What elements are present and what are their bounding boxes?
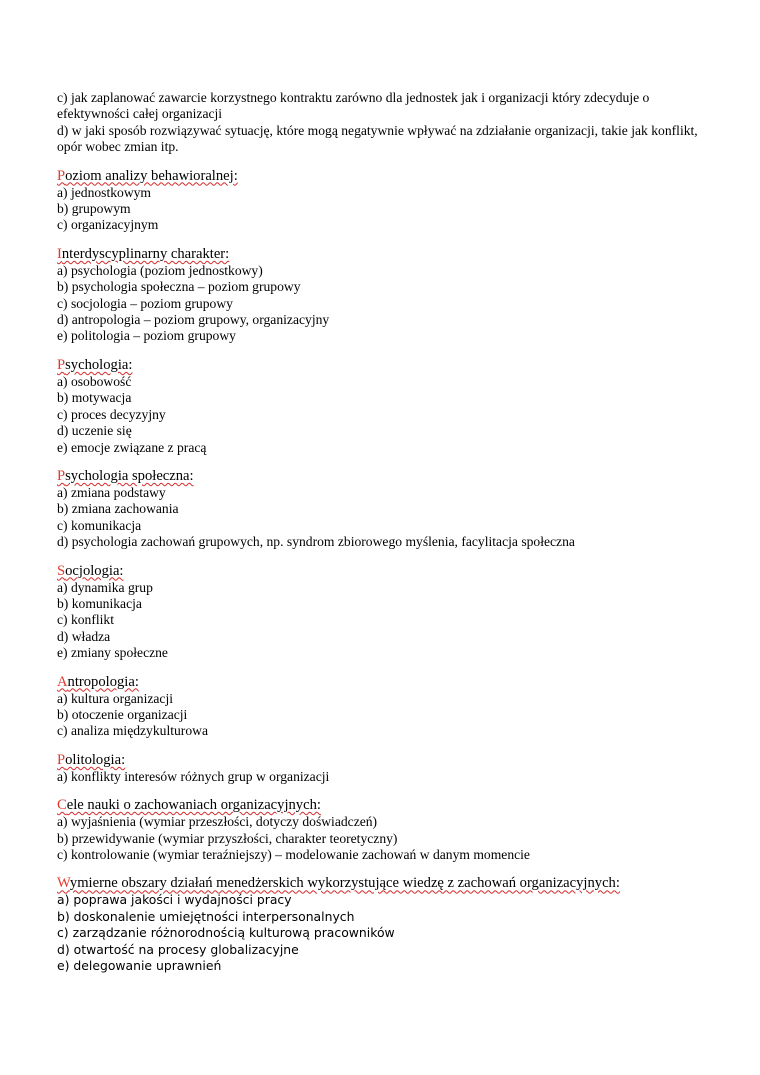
section-heading [57,246,712,263]
section-heading [57,468,712,485]
list-item: b) motywacja [57,390,132,406]
list-item: d) uczenie się [57,423,132,439]
list-item: a) zmiana podstawy [57,484,166,500]
list-item: c) zarządzanie różnorodnością kulturową pracowników [57,925,395,941]
section-cele-nauki [57,797,712,863]
document-body [57,90,712,974]
list-item: b) zmiana zachowania [57,501,179,517]
list-item: d) psychologia zachowań grupowych, np. syndrom zbiorowego myślenia, facylitacja społeczna [57,534,575,550]
list-item: c) konflikt [57,612,115,628]
section-psychologia-spoleczna [57,468,712,551]
list-item: b) doskonalenie umiejętności interpersonalnych [57,908,355,924]
heading-text: nterdyscyplinarny charakter: [61,245,230,262]
heading-text: ymierne obszary działań menedżerskich wykorzystujące wiedzę z zachowań organizacyjnych: [69,875,620,892]
list-item: c) proces decyzyjny [57,406,166,422]
list-item: a) psychologia (poziom jednostkowy) [57,262,263,278]
list-item: c) kontrolowanie (wymiar teraźniejszy) – modelowanie zachowań w danym momencie [57,847,530,862]
list-item: b) komunikacja [57,595,142,611]
list-item: d) otwartość na procesy globalizacyjne [57,941,299,957]
section-heading [57,674,712,691]
heading-initial: C [57,797,67,814]
list-item: a) poprawa jakości i wydajności pracy [57,892,292,908]
heading-initial: P [57,167,66,184]
list-item: a) osobowość [57,373,132,389]
heading-text: olitologia: [65,751,126,768]
section-heading [57,357,712,374]
intro-line-d: d) w jaki sposób rozwiązywać sytuację, które mogą negatywnie wpływać na zdziałanie organizacji, takie jak konflikt, opór wobec zmian itp. [57,122,698,155]
heading-text: sychologia: [65,356,133,373]
list-item: a) konflikty interesów różnych grup w organizacji [57,768,330,784]
heading-initial: I [57,245,62,262]
list-item: a) dynamika grup [57,579,153,595]
list-item: b) otoczenie organizacji [57,706,188,722]
heading-text: sychologia społeczna: [65,467,194,484]
list-item: c) organizacyjnym [57,217,159,233]
heading-text: ntropologia: [67,673,139,690]
heading-text: ocjologia: [65,562,124,579]
list-item: c) analiza międzykulturowa [57,723,208,739]
section-psychologia [57,357,712,456]
section-heading [57,797,712,814]
heading-initial: W [57,875,70,892]
list-item: e) delegowanie uprawnień [57,958,222,974]
list-item: c) socjologia – poziom grupowy [57,295,233,311]
heading-text: oziom analizy behawioralnej: [65,167,238,184]
list-item: e) politologia – poziom grupowy [57,328,236,344]
list-item: b) grupowym [57,201,131,217]
section-heading [57,752,712,769]
section-heading [57,563,712,580]
list-item: e) emocje związane z pracą [57,439,207,455]
section-heading [57,168,712,185]
intro-line-c: c) jak zaplanować zawarcie korzystnego kontraktu zarówno dla jednostek jak i organizacji który zdecyduje o efektywności całej organizacji [57,90,650,122]
heading-initial: S [57,562,66,579]
heading-text: ele nauki o zachowaniach organizacyjnych: [66,797,321,814]
section-heading [57,875,712,892]
list-item: b) przewidywanie (wymiar przyszłości, charakter teoretyczny) [57,830,398,846]
list-item: e) zmiany społeczne [57,645,168,661]
section-antropologia [57,674,712,740]
list-item: a) kultura organizacji [57,690,173,706]
list-item: d) władza [57,628,111,644]
section-poziom-analizy [57,168,712,234]
intro-block [57,90,712,156]
list-item: c) komunikacja [57,517,142,533]
section-politologia [57,752,712,785]
list-item: a) jednostkowym [57,184,152,200]
heading-initial: P [57,467,66,484]
section-interdyscyplinarny [57,246,712,345]
list-item: a) wyjaśnienia (wymiar przeszłości, dotyczy doświadczeń) [57,814,378,830]
heading-initial: P [57,356,66,373]
section-socjologia [57,563,712,662]
section-wymierne-obszary [57,875,712,974]
heading-initial: A [57,673,68,690]
list-item: d) antropologia – poziom grupowy, organizacyjny [57,312,330,328]
heading-initial: P [57,751,66,768]
list-item: b) psychologia społeczna – poziom grupowy [57,279,301,295]
